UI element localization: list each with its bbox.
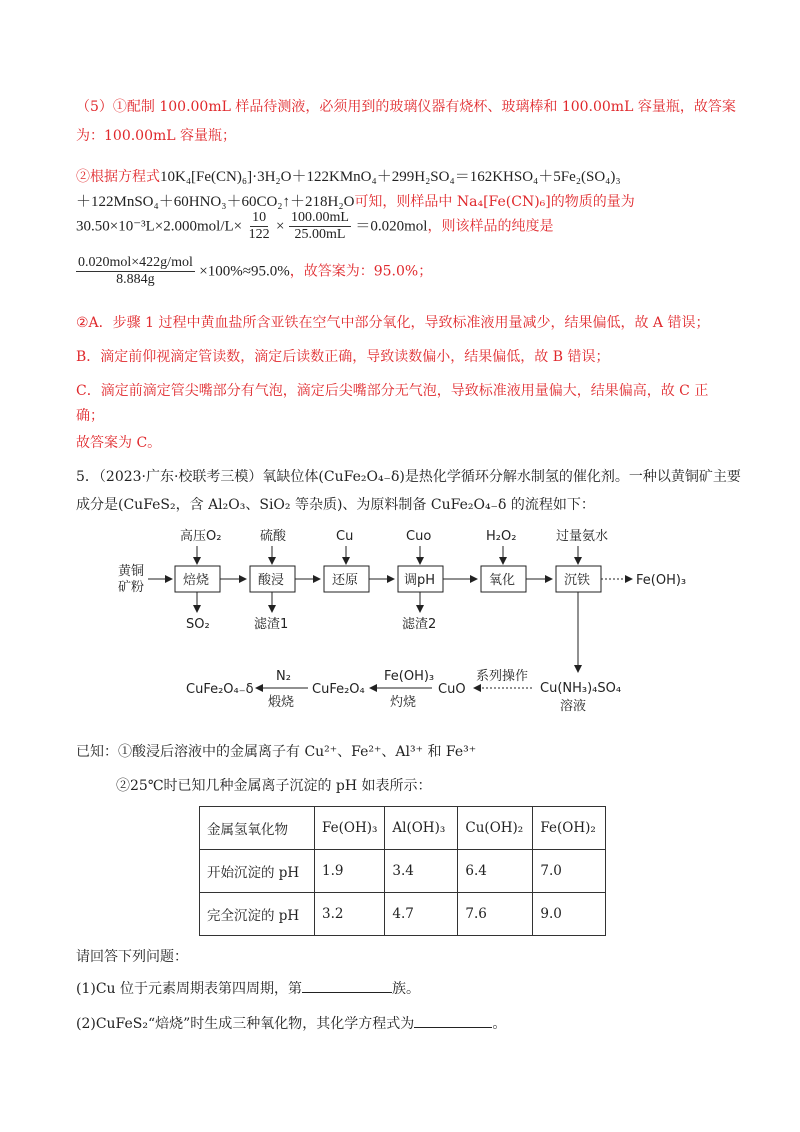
table-header-cell: Fe(OH)₂: [533, 807, 606, 850]
step-label-precipitate-iron: 沉铁: [564, 573, 591, 588]
raw-material-line1: 黄铜: [118, 564, 145, 579]
step-box-reduce: [324, 566, 369, 592]
equation-line2: [76, 190, 635, 211]
known-item-1: 已知：①酸浸后溶液中的金属离子有 Cu²⁺、Fe²⁺、Al³⁺ 和 Fe³⁺: [76, 744, 477, 760]
table-header-cell: 金属氢氧化物: [200, 807, 315, 850]
table-cell: 7.6: [458, 893, 533, 936]
purity-suffix: ，故答案为：95.0%；: [289, 263, 433, 280]
step-label-roast: 焙烧: [183, 573, 210, 588]
product-cufe2o4: CuFe₂O₄: [312, 682, 365, 697]
product-cuo: CuO: [438, 682, 466, 697]
forge-label: 煅烧: [268, 695, 295, 710]
calcine-label: 灼烧: [390, 695, 417, 710]
step-label-adjust-ph: 调pH: [404, 573, 436, 588]
product-fe-oh3: Fe(OH)₃: [636, 573, 687, 588]
step-box-oxidize: [481, 566, 526, 592]
purity-line: [76, 255, 432, 288]
output-residue-2: 滤渣2: [402, 617, 437, 632]
question-1-prefix: (1)Cu 位于元素周期表第四周期，第: [76, 981, 303, 997]
answer-option-c-line2: 确；: [76, 408, 104, 424]
table-header-cell: Fe(OH)₃: [315, 807, 385, 850]
table-cell: 3.4: [385, 850, 458, 893]
complex-solution-label: 溶液: [560, 699, 587, 714]
table-header-cell: Cu(OH)₂: [458, 807, 533, 850]
table-cell: 4.7: [385, 893, 458, 936]
answer-option-b: B．滴定前仰视滴定管读数，滴定后读数正确，导致读数偏小，结果偏低，故 B 错误；: [76, 349, 610, 365]
input-sulfuric-acid: 硫酸: [260, 529, 287, 544]
question5-line1: 5．（2023·广东·校联考三模）氧缺位体(CuFe₂O₄₋δ)是热化学循环分解水制氢的催化剂。一种以黄铜矿主要: [76, 469, 741, 485]
question-2-prefix: (2)CuFeS₂“焙烧”时生成三种氧化物，其化学方程式为: [76, 1016, 415, 1032]
answer-blank-1[interactable]: [302, 978, 392, 993]
questions-intro: 请回答下列问题：: [76, 949, 188, 965]
calc-prefix: 30.50×10⁻³L×2.000mol/L×: [76, 218, 243, 235]
answer-p5-line2: 为：100.00mL 容量瓶；: [76, 128, 237, 144]
question-2-suffix: 。: [492, 1016, 507, 1032]
table-row: [200, 850, 606, 893]
series-operation-label: 系列操作: [476, 669, 529, 684]
answer-option-c-line1: C．滴定前滴定管尖嘴部分有气泡，滴定后尖嘴部分无气泡，导致标准液用量偏大，结果偏高，故 C 正: [76, 383, 709, 399]
answer-final: 故答案为 C。: [76, 435, 162, 451]
input-cuo: Cuo: [406, 529, 432, 544]
frac1-den: 122: [248, 227, 270, 242]
purity-fraction: [76, 255, 195, 288]
step-box-precipitate-iron: [556, 566, 601, 592]
known-item-2: ②25℃时已知几种金属离子沉淀的 pH 如表所示：: [116, 778, 432, 794]
equation-part2: ＋122MnSO₄＋60HNO₃＋60CO₂↑＋218H₂O: [76, 194, 355, 210]
final-product-cufe2o4-delta: CuFe₂O₄₋δ: [186, 682, 254, 697]
equation-prefix: ②根据方程式: [76, 169, 160, 185]
calc-line: [76, 210, 553, 243]
calc-times: ×: [276, 218, 285, 235]
input-cu: Cu: [336, 529, 354, 544]
question-1-suffix: 族。: [392, 981, 421, 997]
complex-cu-nh3-so4: Cu(NH₃)₄SO₄: [540, 681, 622, 696]
calc-result: ＝0.020mol: [355, 218, 428, 235]
frac2-num: 100.00mL: [290, 210, 349, 225]
input-high-pressure-o2: 高压O₂: [180, 529, 222, 544]
input-excess-ammonia: 过量氨水: [556, 529, 609, 544]
table-row: [200, 893, 606, 936]
question5-line2: 成分是(CuFeS₂，含 Al₂O₃、SiO₂ 等杂质)、为原料制备 CuFe₂O₄₋δ 的流程如下：: [76, 497, 595, 513]
purity-result: ×100%≈95.0%: [199, 263, 290, 280]
process-flow-diagram: [0, 520, 800, 725]
output-so2: SO₂: [186, 617, 210, 632]
purity-num: 0.020mol×422g/mol: [78, 255, 193, 270]
table-cell: 开始沉淀的 pH: [200, 850, 315, 893]
equation-part1: 10K₄[Fe(CN)₆]·3H₂O＋122KMnO₄＋299H₂SO₄＝162KHSO₄＋5Fe₂(SO₄)₃: [160, 169, 621, 185]
calc-suffix: ，则该样品的纯度是: [427, 218, 554, 235]
answer-option-a: ②A．步骤 1 过程中黄血盐所含亚铁在空气中部分氧化，导致标准液用量减少，结果偏低，故 A 错误；: [76, 315, 710, 331]
calc-fraction-1: [247, 210, 272, 243]
question-2: [76, 1013, 506, 1033]
step-box-acid-leach: [250, 566, 295, 592]
step-label-oxidize: 氧化: [489, 573, 516, 588]
ph-table: [199, 806, 606, 936]
output-residue-1: 滤渣1: [254, 617, 289, 632]
table-header-row: [200, 807, 606, 850]
table-cell: 3.2: [315, 893, 385, 936]
question-1: [76, 978, 420, 998]
reagent-n2: N₂: [276, 669, 291, 684]
step-label-acid-leach: 酸浸: [258, 573, 285, 588]
table-cell: 完全沉淀的 pH: [200, 893, 315, 936]
calc-fraction-2: [289, 210, 351, 243]
raw-material-line2: 矿粉: [118, 580, 145, 595]
reagent-fe-oh3: Fe(OH)₃: [384, 669, 435, 684]
table-header-cell: Al(OH)₃: [385, 807, 458, 850]
step-label-reduce: 还原: [332, 573, 359, 588]
frac1-num: 10: [252, 210, 267, 225]
frac2-den: 25.00mL: [294, 227, 346, 242]
step-box-roast: [175, 566, 220, 592]
equation-line1: [76, 165, 621, 186]
step-box-adjust-ph: [398, 566, 443, 592]
table-cell: 6.4: [458, 850, 533, 893]
table-cell: 1.9: [315, 850, 385, 893]
input-h2o2: H₂O₂: [486, 529, 517, 544]
table-cell: 9.0: [533, 893, 606, 936]
equation-suffix: 可知，则样品中 Na₄[Fe(CN)₆]的物质的量为: [354, 194, 635, 210]
table-cell: 7.0: [533, 850, 606, 893]
purity-den: 8.884g: [116, 272, 155, 287]
answer-p5-line1: （5）①配制 100.00mL 样品待测液，必须用到的玻璃仪器有烧杯、玻璃棒和 100.00mL 容量瓶，故答案: [76, 99, 736, 115]
answer-blank-2[interactable]: [414, 1013, 492, 1028]
